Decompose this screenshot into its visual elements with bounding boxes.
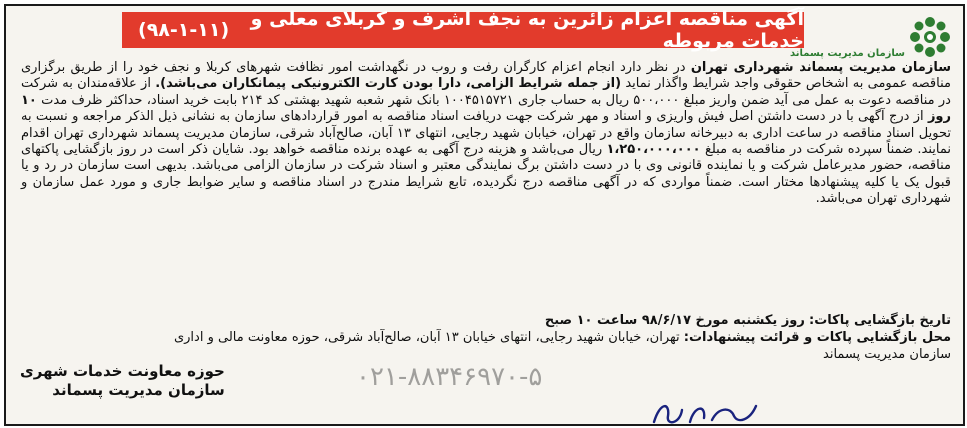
signature-block: [20, 362, 225, 400]
opening-place-line: [21, 329, 951, 346]
opening-date-label: تاریخ بازگشایی پاکات:: [809, 313, 951, 328]
opening-date-line: [21, 312, 951, 329]
signature-line-2: سازمان مدیریت پسماند: [52, 381, 225, 399]
tender-advertisement: [4, 4, 965, 426]
organization-name: سازمان مدیریت پسماند: [790, 48, 905, 59]
body-text-1: در نظر دارد انجام اعزام کارگران رفت و روب در نگهداشت امور نظافت شهرهای کربلا و نجف خود را از طریق برگزاری مناقصه عمومی به اشخاص حقوقی واجد شرایط واگذار نماید: [21, 60, 951, 92]
opening-date-value: روز یکشنبه مورخ ۹۸/۶/۱۷ ساعت ۱۰ صبح: [544, 313, 805, 328]
body-paragraph: [21, 60, 951, 208]
signature-line-1: حوزه معاونت خدمات شهری: [20, 362, 225, 380]
ad-code: (۹۸-۱-۱۱): [138, 19, 230, 41]
handwritten-number-mark: [646, 396, 766, 426]
body-text-4: ریال می‌باشد و هزینه درج آگهی به عهده برنده مناقصه خواهد بود. شایان ذکر است در روز بازگشایی پاکتهای مناقصه، حضور مدیرعامل شرکت و یا نماینده قانونی وی با در دست داشتن برگ نمایندگی معتبر و اسناد شرکت در سازمان الزامی می‌باشد. بدیهی است سازمان در رد و یا قبول یک یا کلیه پیشنهادها مختار است. ضمناً مواردی که در آگهی مناقصه درج نگردیده، تابع شرایط مندرج در اسناد مناقصه و سایر ضوابط جاری و مورد عمل سازمان و شهرداری تهران می‌باشد.: [21, 142, 951, 207]
condition-bold: (از جمله شرایط الزامی، دارا بودن کارت الکترونیکی پیمانکاران می‌باشد).: [155, 76, 622, 92]
opening-place-line-2: [21, 346, 951, 363]
opening-place-value: تهران، خیابان شهید رجایی، انتهای خیابان ۱۳ آبان، صالح‌آباد شرقی، حوزه معاونت مالی و اداری: [173, 330, 680, 345]
phone-watermark: ۰۲۱-۸۸۳۴۶۹۷۰-۵: [356, 362, 543, 392]
opening-place-value-2: سازمان مدیریت پسماند: [823, 347, 951, 362]
ad-title: آگهی مناقصه اعزام زائرین به نجف اشرف و کربلای معلی و خدمات مربوطه: [250, 8, 804, 52]
days-bold: ۱۰ روز: [21, 92, 951, 125]
org-name-bold: سازمان مدیریت پسماند شهرداری تهران: [690, 60, 951, 75]
body-text-2: از علاقه‌مندان به شرکت در مناقصه دعوت به عمل می آید ضمن واریز مبلغ ۵۰۰،۰۰۰ ریال به حساب جاری ۱۰۰۴۵۱۵۷۲۱ بانک شهر شعبه شهید بهشتی کد ۲۱۴ بابت خرید اسناد، حداکثر ظرف مدت: [21, 76, 951, 108]
tehran-municipality-emblem-icon: [907, 14, 953, 60]
opening-info: [21, 312, 951, 363]
deposit-amount: ۱،۲۵۰،۰۰۰،۰۰۰: [606, 142, 701, 158]
body-text-3: از درج آگهی با در دست داشتن اصل فیش واریزی و اسناد و مهر شرکت جهت دریافت اسناد مناقصه به امور قراردادهای سازمان به نشانی ذیل الذکر مراجعه و نسبت به تحویل اسناد مناقصه در ساعت اداری به دبیرخانه سازمان واقع در تهران، خیابان شهید رجایی، انتهای ۱۳ آبان، صالح‌آباد شرقی، سازمان مدیریت پسماند شهرداری تهران اقدام نمایند. ضمناً سپرده شرکت در مناقصه به مبلغ: [21, 109, 951, 158]
opening-place-label: محل بازگشایی پاکات و قرائت پیشنهادات:: [683, 330, 951, 345]
ad-body: [21, 60, 951, 208]
title-banner: [122, 8, 804, 52]
